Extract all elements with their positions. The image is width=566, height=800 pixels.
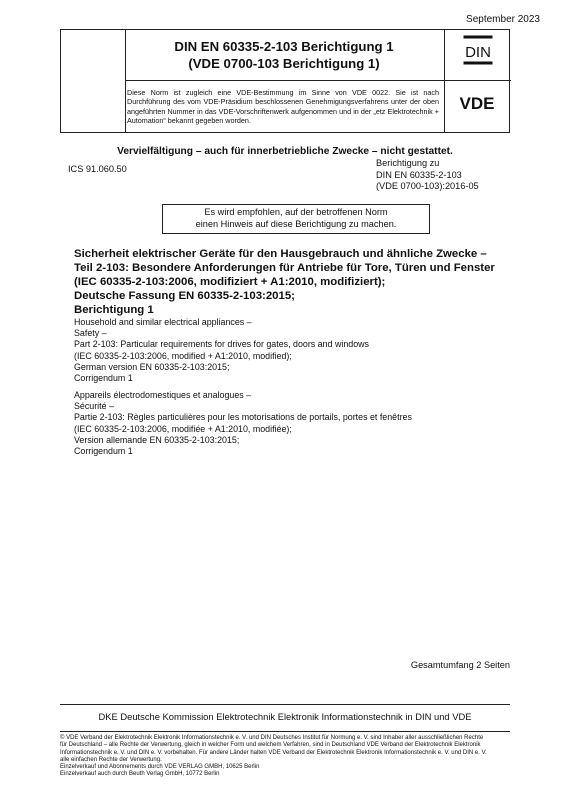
english-title-line: German version EN 60335-2-103:2015; <box>74 361 230 372</box>
standard-title <box>125 38 443 72</box>
english-title-line: Corrigendum 1 <box>74 373 133 384</box>
frame-divider-horizontal <box>125 80 511 81</box>
din-logo <box>463 35 493 65</box>
french-title-line: Corrigendum 1 <box>74 446 133 457</box>
correction-reference <box>376 158 479 193</box>
german-title-line: Deutsche Fassung EN 60335-2-103:2015; <box>74 290 295 302</box>
correction-line: Berichtigung zu <box>376 158 440 168</box>
publication-date: September 2023 <box>466 14 540 25</box>
frame-divider-right <box>444 30 445 132</box>
correction-line: (VDE 0700-103):2016-05 <box>376 181 479 191</box>
standard-number: DIN EN 60335-2-103 Berichtigung 1 <box>174 39 394 54</box>
vde-logo-text: VDE <box>459 94 495 112</box>
vde-number: (VDE 0700-103 Berichtigung 1) <box>188 56 380 71</box>
total-pages: Gesamtumfang 2 Seiten <box>410 660 510 670</box>
vde-logo <box>455 94 499 112</box>
recommendation-line: einen Hinweis auf diese Berichtigung zu machen. <box>195 218 397 229</box>
ics-code: ICS 91.060.50 <box>68 164 127 174</box>
vde-notice: Diese Norm ist zugleich eine VDE-Bestimmung im Sinne von VDE 0022. Sie ist nach Durchführung des vom VDE-Präsidium beschlossenen Genehmigungsverfahrens unter der oben angeführten Nummer in das VDE-Vorschriftenwerk aufgenommen und in der „etz Elektrotechnik + Automation“ bekannt gegeben worden. <box>127 88 439 126</box>
french-title-line: Version allemande EN 60335-2-103:2015; <box>74 434 240 445</box>
dke-divider <box>60 704 510 705</box>
german-title <box>74 247 514 317</box>
english-title-line: Safety – <box>74 328 107 339</box>
german-title-line: Sicherheit elektrischer Geräte für den Hausgebrauch und ähnliche Zwecke – <box>74 248 487 260</box>
english-title-line: Part 2-103: Particular requirements for drives for gates, doors and windows <box>74 339 369 350</box>
footer-line: für Deutschland – alle Rechte der Verwertung, gleich in welcher Form und welchem Verfahren, sind in Deutschland VDE Verband der Elektrotechnik Elektronik <box>60 742 481 749</box>
french-title-line: (IEC 60335-2-103:2006, modifiée + A1:2010, modifiée); <box>74 423 292 434</box>
german-title-line: (IEC 60335-2-103:2006, modifiziert + A1:2010, modifiziert); <box>74 276 386 288</box>
din-logo-text: DIN <box>465 44 491 61</box>
dke-commission: DKE Deutsche Kommission Elektrotechnik Elektronik Informationstechnik in DIN und VDE <box>98 711 472 722</box>
footer-line: Informationstechnik e. V. und DIN e. V. vorbehalten. Für andere Länder halten VDE Verband der Elektrotechnik Elektronik Informationstechnik e. V. und DIN e. V. <box>60 749 487 756</box>
footer-line: © VDE Verband der Elektrotechnik Elektronik Informationstechnik e. V. und DIN Deutsches Institut für Normung e. V. sind Inhaber aller ausschließlichen Rechte <box>60 735 484 741</box>
recommendation-box <box>162 204 430 234</box>
footer-divider <box>60 731 510 732</box>
footer-line: alle einfachen Rechte der Verwertung. <box>60 756 162 763</box>
english-title-line: Household and similar electrical appliances – <box>74 317 252 327</box>
correction-line: DIN EN 60335-2-103 <box>376 169 462 180</box>
french-title <box>74 390 514 457</box>
french-title-line: Appareils électrodomestiques et analogues – <box>74 390 252 400</box>
copyright-footer <box>60 735 528 779</box>
recommendation-line: Es wird empfohlen, auf der betroffenen Norm <box>204 207 388 217</box>
footer-line: Einzelverkauf und Abonnements durch VDE VERLAG GMBH, 10625 Berlin <box>60 764 260 771</box>
german-title-line: Berichtigung 1 <box>74 304 154 316</box>
french-title-line: Sécurité – <box>74 401 114 412</box>
english-title-line: (IEC 60335-2-103:2006, modified + A1:2010, modified); <box>74 350 292 361</box>
german-title-line: Teil 2-103: Besondere Anforderungen für Antriebe für Tore, Türen und Fenster <box>74 262 495 274</box>
french-title-line: Partie 2-103: Règles particulières pour les motorisations de portails, portes et fenêtres <box>74 412 412 423</box>
english-title <box>74 317 514 384</box>
reproduction-notice: Vervielfältigung – auch für innerbetriebliche Zwecke – nicht gestattet. <box>117 146 453 157</box>
footer-line: Einzelverkauf auch durch Beuth Verlag GmbH, 10772 Berlin <box>60 771 220 778</box>
